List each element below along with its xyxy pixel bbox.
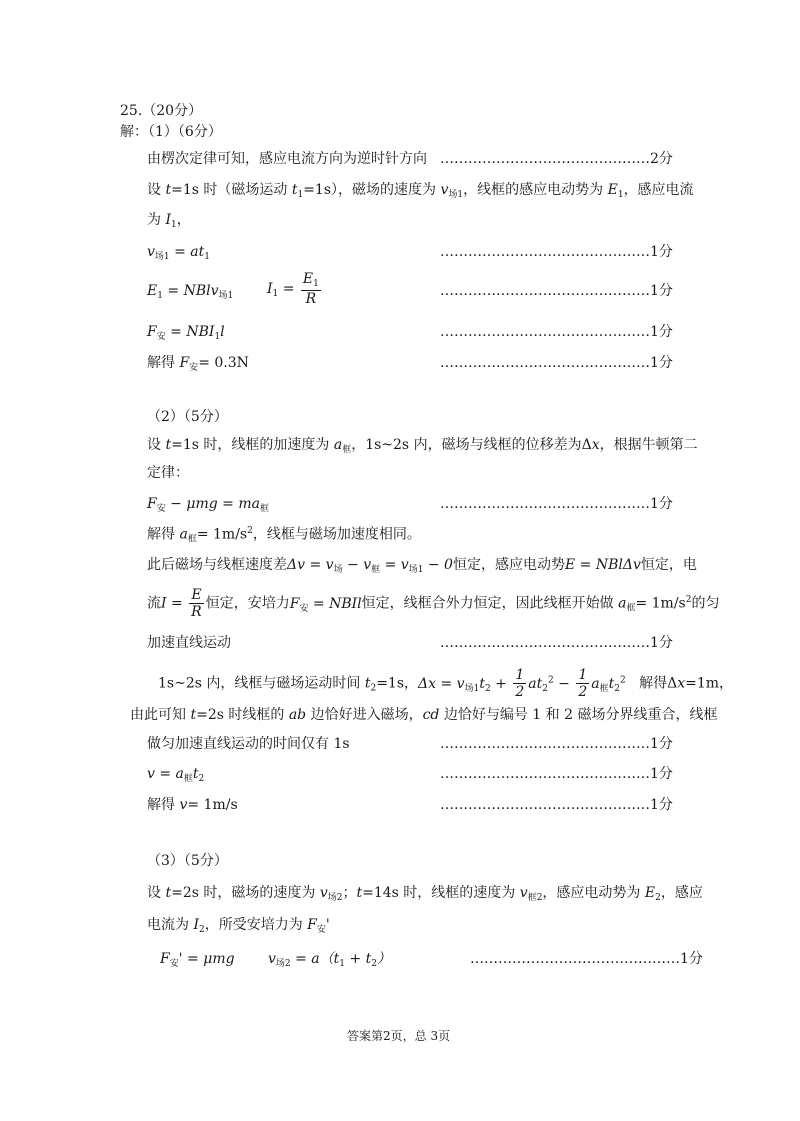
equation-newton: $F_安 - \mu mg = ma_框$ [147,496,269,514]
part2-line3: 解得 $a_框= 1m/s^2$，线框与磁场加速度相同。 [147,526,421,545]
equation-emf: $E_1$ = NBlv$_{场1}$ [147,283,234,301]
equation-emf-score: ………………………………………1分 [440,283,673,299]
equation-newton-score: ………………………………………1分 [440,496,673,512]
part2-line6: 加速直线运动 [147,635,231,651]
equation-balance-score: ………………………………………1分 [470,951,703,967]
part1-line3: 为 $I_1$， [147,212,191,230]
part2-heading: （2）（5分） [147,409,228,425]
part2-line1: 设 t=1s 时，线框的加速度为 $a_框$，1s~2s 内，磁场与线框的位移差为Δx，根据牛顿第二 [147,437,698,455]
part3-heading: （3）（5分） [147,853,228,869]
part1-answer-score: ………………………………………1分 [440,355,673,371]
part2-line8: 由此可知 t=2s 时线框的 ab 边恰好进入磁场，cd 边恰好与编号 1 和 2 磁场分界线重合，线框 [130,707,718,723]
equation-v-field1: $v_{场1} = at_1$ [147,244,210,262]
part2-answer-score: ………………………………………1分 [440,797,673,813]
equation-ampere-force: $F_安 = NBI_1l$ [147,324,225,342]
part1-line2: 设 t=1s 时（磁场运动 $t_1=1s$），磁场的速度为 $v_{场1}$，线框的感应电动势为 $E_1$，感应电流 [147,182,694,200]
equation-velocity-score: ………………………………………1分 [440,766,673,782]
part2-line4: 此后磁场与线框速度差$\Delta v = v_场 - v_框 = v_{场1} - 0$恒定，感应电动势E = NBlΔv恒定，电 [147,557,697,575]
part2-line2: 定律： [147,465,189,481]
part1-line1-score: ………………………………………2分 [440,151,673,167]
solution-intro: 解：（1）（6分） [120,124,222,140]
page-footer: 答案第2页，总 3页 [347,1029,451,1043]
part2-line9: 做匀加速直线运动的时间仅有 1s [147,736,350,752]
equation-velocity: $v = a_框t_2$ [147,766,205,784]
question-number: 25.（20分） [120,103,203,119]
equation-balance: $F_安' = \mu mg$ [160,951,235,969]
part2-answer: 解得 v= 1m/s [147,797,238,813]
part3-line1: 设 t=2s 时，磁场的速度为 $v_{场2}$；t=14s 时，线框的速度为 $v_{框2}$，感应电动势为 $E_2$，感应 [147,885,703,903]
equation-v-field1-score: ………………………………………1分 [440,244,673,260]
part1-answer: 解得 $F_安= 0.3N$ [147,355,249,373]
equation-v-field2: $v_{场2} = a(t_1 + t_2)$ [268,951,391,969]
equation-current: $I_1$ = $\frac{E_1}{R}$ [267,271,319,307]
part2-line5: 流I = $\frac{E}{R}$ 恒定，安培力$F_安$ = NBIl恒定，线框合外力恒定，因此线框开始做 $a_框= 1m/s^2$的匀 [147,587,720,620]
part1-line1: 由楞次定律可知，感应电流方向为逆时针方向 [147,151,427,167]
part3-line2: 电流为 $I_2$，所受安培力为 $F_安'$ [147,917,330,935]
equation-ampere-force-score: ………………………………………1分 [440,324,673,340]
part2-line6-score: ………………………………………1分 [440,635,673,651]
part2-line7: 1s~2s 内，线框与磁场运动时间 $t_2=1s$，$\Delta x = v_{场1}t_2$ + $\frac{1}{2}$ $at_2^2$ − $\frac{1}{2}$ $a_框t_2^2$ 解得Δx=1m， [158,667,734,700]
part2-line9-score: ………………………………………1分 [440,736,673,752]
